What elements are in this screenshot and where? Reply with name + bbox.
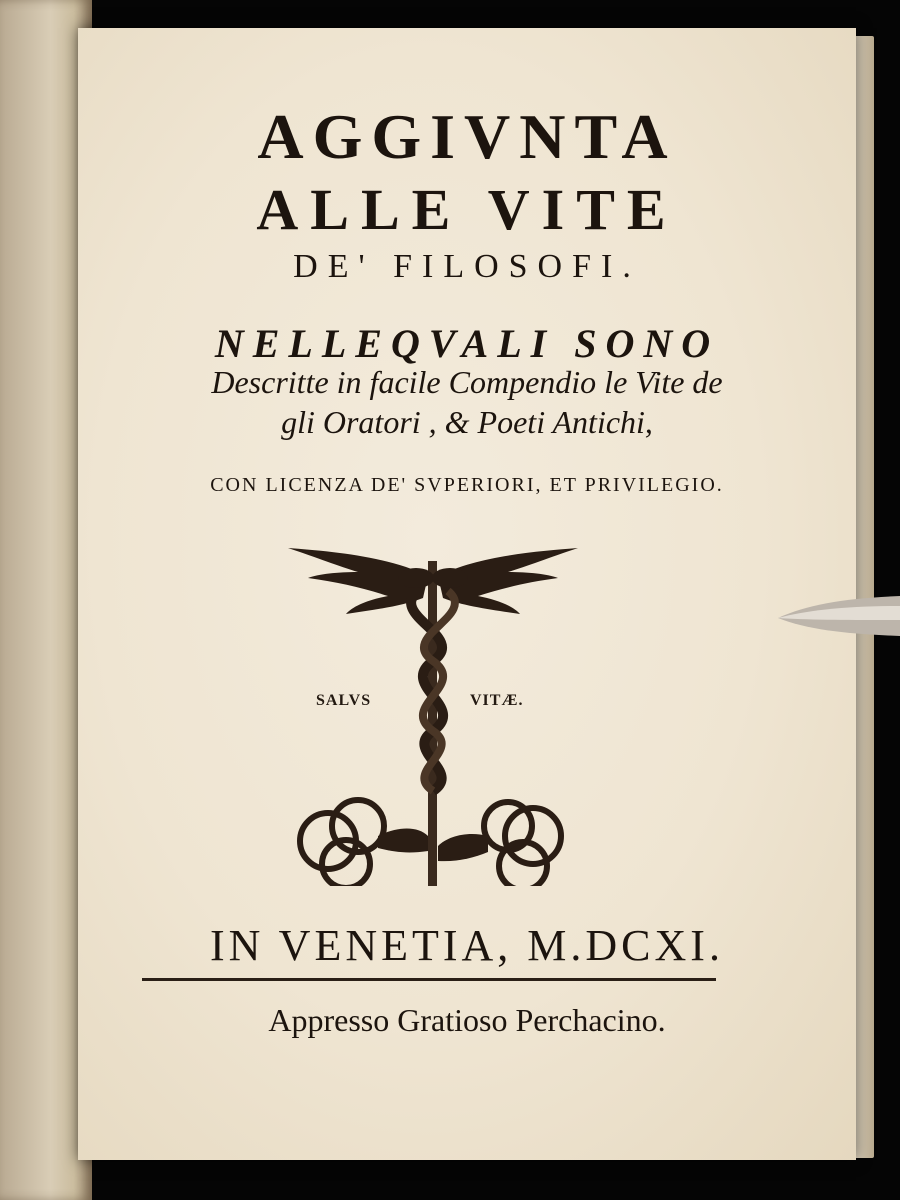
subtitle-line-2: Descritte in facile Compendio le Vite de — [211, 364, 723, 400]
printer-mark-motto-right: VITÆ. — [470, 692, 524, 709]
title-page — [78, 28, 856, 1160]
title-line-3: DE' FILOSOFI. — [293, 248, 641, 285]
license-line: CON LICENZA DE' SVPERIORI, ET PRIVILEGIO. — [210, 474, 724, 496]
page-turner-blade-icon — [778, 590, 900, 646]
title-line-2: ALLE VITE — [256, 177, 678, 242]
printer-name: Appresso Gratioso Perchacino. — [268, 1002, 666, 1038]
title-line-1: AGGIVNTA — [257, 101, 677, 172]
horizontal-rule — [142, 978, 716, 981]
printer-mark-motto-left: SALVS — [316, 692, 372, 709]
subtitle-line-1: NELLEQVALI SONO — [214, 321, 720, 366]
subtitle-line-3: gli Oratori , & Poeti Antichi, — [281, 404, 653, 440]
imprint-place-date: IN VENETIA, M.DCXI. — [210, 921, 724, 970]
printer-mark-icon — [268, 536, 598, 886]
